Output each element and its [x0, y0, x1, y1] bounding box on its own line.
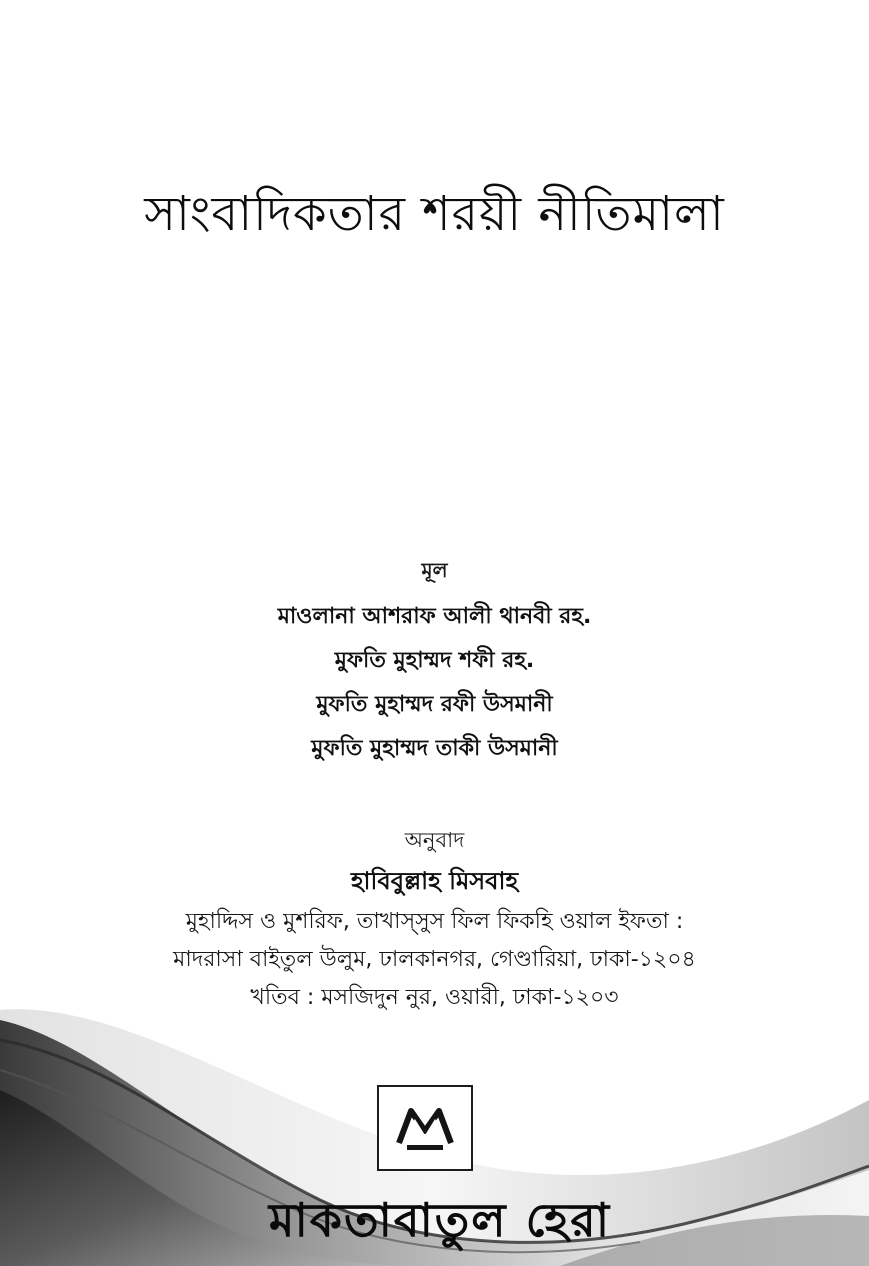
- book-title: সাংবাদিকতার শরয়ী নীতিমালা: [144, 186, 725, 242]
- translator-detail-3: খতিব : মসজিদুন নুর, ওয়ারী, ঢাকা-১২০৩: [250, 985, 619, 1010]
- author-name-1: মাওলানা আশরাফ আলী থানবী রহ.: [277, 604, 592, 629]
- translator-label: অনুবাদ: [404, 828, 465, 852]
- publisher-logo: [377, 1085, 473, 1171]
- author-name-4: মুফতি মুহাম্মদ তাকী উসমানী: [311, 736, 558, 761]
- translator-detail-2: মাদরাসা বাইতুল উলুম, ঢালকানগর, গেণ্ডারিয়া, ঢাকা-১২০৪: [173, 947, 696, 972]
- publisher-name: মাকতাবাতুল হেরা: [268, 1193, 612, 1247]
- translator-detail-1: মুহাদ্দিস ও মুশরিফ, তাখাস্সুস ফিল ফিকহি ওয়াল ইফতা :: [185, 909, 684, 934]
- authors-section: [0, 556, 869, 771]
- translator-name: হাবিবুল্লাহ মিসবাহ: [350, 867, 519, 895]
- authors-label: মূল: [421, 558, 448, 582]
- author-name-3: মুফতি মুহাম্মদ রফী উসমানী: [316, 692, 553, 717]
- publisher-m-logo-icon: [379, 1087, 471, 1169]
- author-name-2: মুফতি মুহাম্মদ শফী রহ.: [334, 648, 535, 673]
